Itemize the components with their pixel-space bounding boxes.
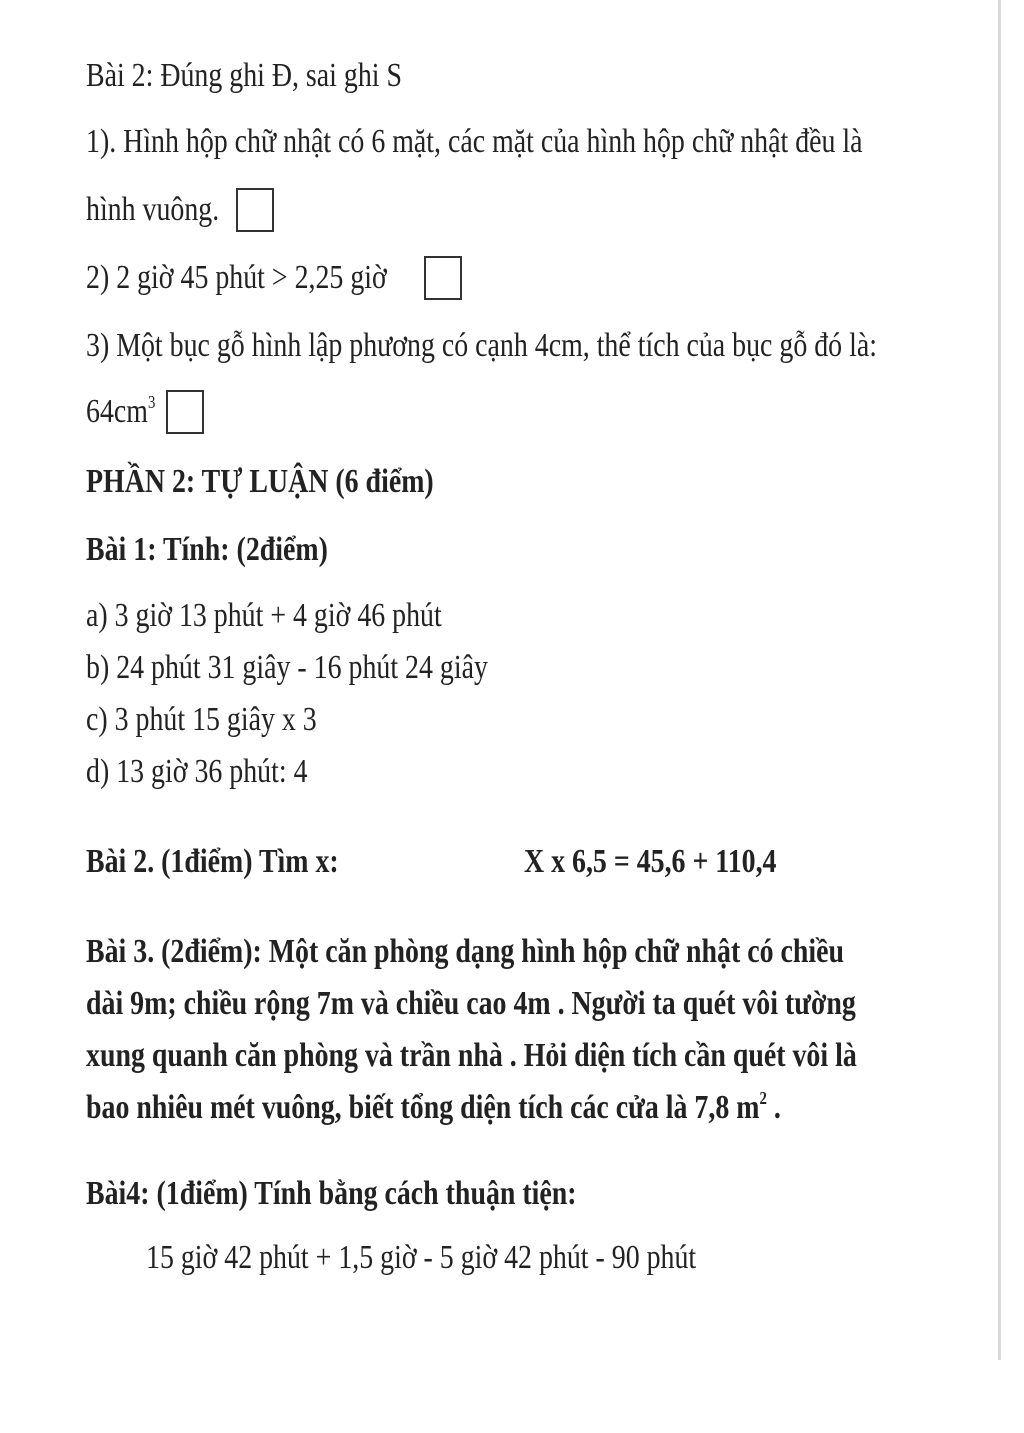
task3-line3: xung quanh căn phòng và trần nhà . Hỏi diện tích cần quét vôi là (86, 1037, 857, 1074)
page-edge-divider (998, 0, 1001, 1360)
answer-box-3[interactable] (166, 390, 204, 434)
part1-item3-line1: 3) Một bục gỗ hình lập phương có cạnh 4cm, thể tích của bục gỗ đó là: (86, 327, 877, 364)
task2-line (86, 842, 886, 882)
task1-item-c: c) 3 phút 15 giây x 3 (86, 701, 317, 738)
part1-item1-line1: 1). Hình hộp chữ nhật có 6 mặt, các mặt của hình hộp chữ nhật đều là (86, 123, 863, 160)
answer-box-1[interactable] (236, 188, 274, 232)
part1-item1-line2: hình vuông. (86, 190, 274, 234)
task2-equation: X x 6,5 = 45,6 + 110,4 (524, 843, 777, 880)
part2-heading: PHẦN 2: TỰ LUẬN (6 điểm) (86, 463, 434, 500)
task3-line1: Bài 3. (2điểm): Một căn phòng dạng hình hộp chữ nhật có chiều (86, 933, 845, 970)
answer-box-2[interactable] (424, 256, 462, 300)
task4-expression: 15 giờ 42 phút + 1,5 giờ - 5 giờ 42 phút - 90 phút (146, 1239, 697, 1276)
task3-line4: bao nhiêu mét vuông, biết tổng diện tích các cửa là 7,8 $m^2$ . (86, 1088, 781, 1126)
task1-item-a: a) 3 giờ 13 phút + 4 giờ 46 phút (86, 597, 442, 634)
task4-title: Bài4: (1điểm) Tính bằng cách thuận tiện: (86, 1175, 577, 1212)
task2-label: Bài 2. (1điểm) Tìm x: (86, 843, 339, 880)
task1-item-d: d) 13 giờ 36 phút: 4 (86, 753, 308, 790)
task3-line2: dài 9m; chiều rộng 7m và chiều cao 4m . Người ta quét vôi tường (86, 985, 856, 1022)
part1-item2: 2) 2 giờ 45 phút > 2,25 giờ (86, 258, 462, 302)
part1-item3-value: $64cm^3$ (86, 392, 204, 436)
part1-task2-title: Bài 2: Đúng ghi Đ, sai ghi S (86, 57, 402, 94)
task1-title: Bài 1: Tính: (2điểm) (86, 531, 328, 568)
task1-item-b: b) 24 phút 31 giây - 16 phút 24 giây (86, 649, 488, 686)
